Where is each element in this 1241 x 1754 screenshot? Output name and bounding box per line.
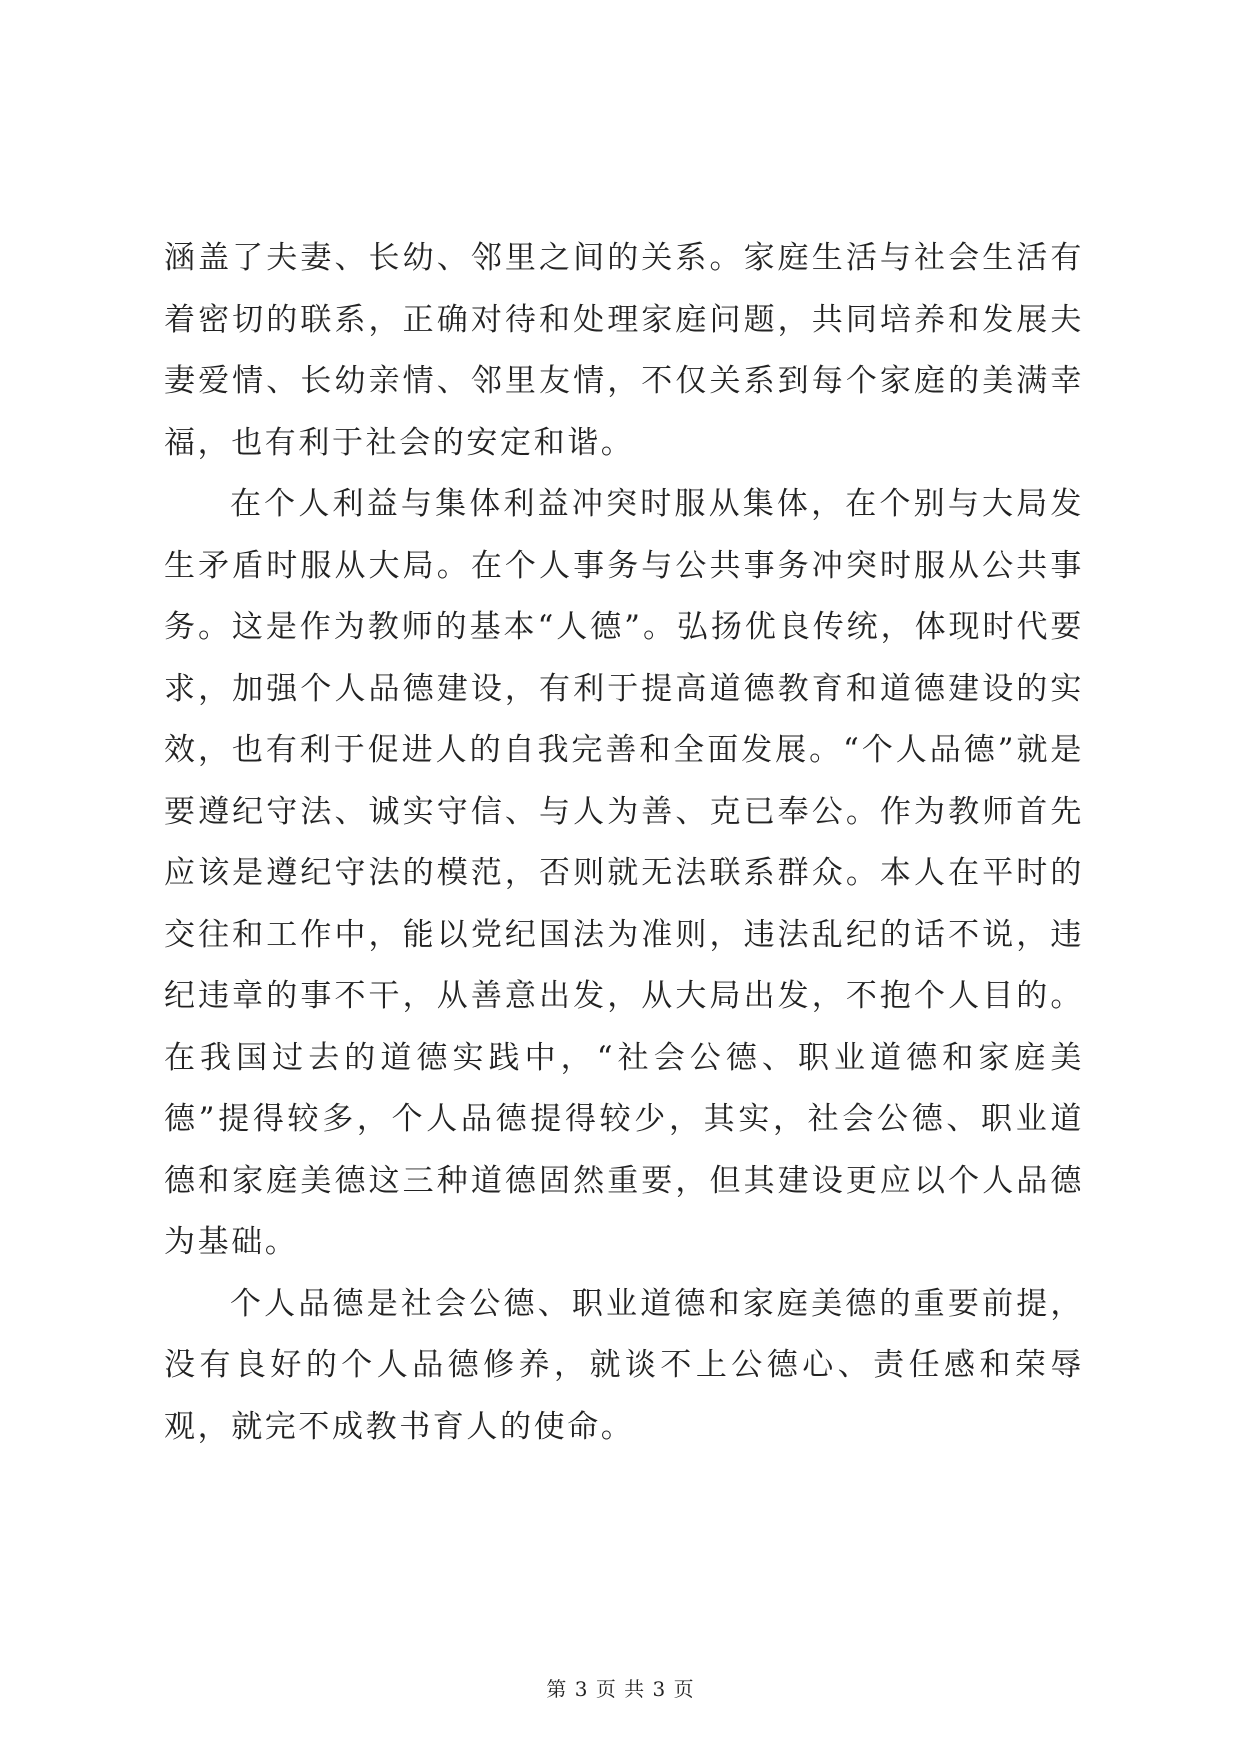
paragraph-2: 在个人利益与集体利益冲突时服从集体，在个别与大局发生矛盾时服从大局。在个人事务与公共事务冲突时服从公共事务。这是作为教师的基本“人德”。弘扬优良传统，体现时代要求，加强个人品德建设，有利于提高道德教育和道德建设的实效，也有利于促进人的自我完善和全面发展。“个人品德”就是要遵纪守法、诚实守信、与人为善、克已奉公。作为教师首先应该是遵纪守法的模范，否则就无法联系群众。本人在平时的交往和工作中，能以党纪国法为准则，违法乱纪的话不说，违纪违章的事不干，从善意出发，从大局出发，不抱个人目的。在我国过去的道德实践中，“社会公德、职业道德和家庭美德”提得较多，个人品德提得较少，其实，社会公德、职业道德和家庭美德这三种道德固然重要，但其建设更应以个人品德为基础。 — [164, 486, 1084, 1260]
paragraph-3: 个人品德是社会公德、职业道德和家庭美德的重要前提，没有良好的个人品德修养，就谈不上公德心、责任感和荣辱观，就完不成教书育人的使命。 — [164, 1285, 1084, 1445]
body-text — [164, 228, 1084, 1458]
page-number-footer: 第 3 页 共 3 页 — [546, 1677, 695, 1701]
paragraph-1: 涵盖了夫妻、长幼、邻里之间的关系。家庭生活与社会生活有着密切的联系，正确对待和处理家庭问题，共同培养和发展夫妻爱情、长幼亲情、邻里友情，不仅关系到每个家庭的美满幸福，也有利于社会的安定和谐。 — [164, 240, 1084, 461]
